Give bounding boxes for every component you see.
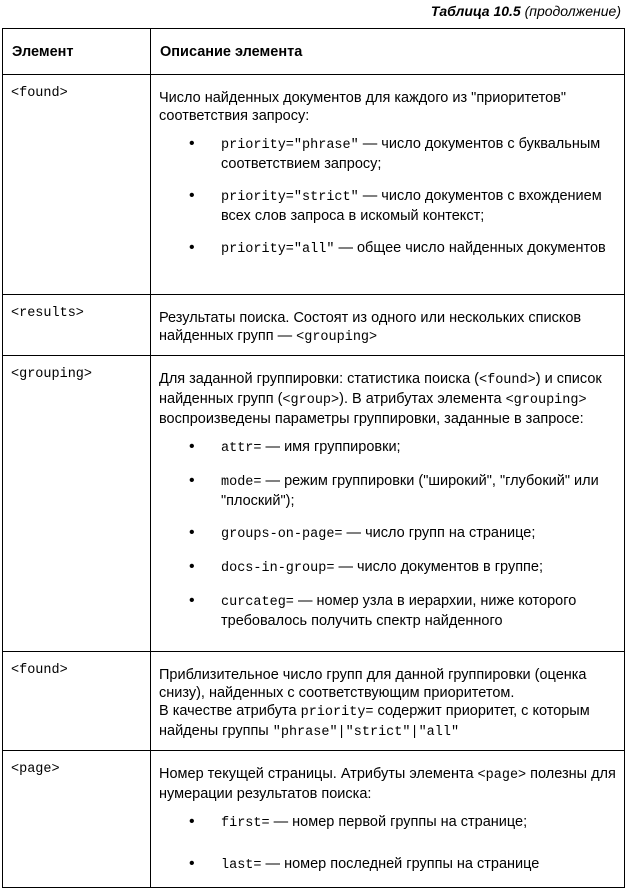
header-description: Описание элемента (151, 29, 625, 75)
table-row (3, 751, 625, 888)
desc-span: полезны для нумерации результатов поиска: (159, 766, 616, 802)
description-cell (151, 75, 625, 295)
list-item (159, 187, 616, 225)
description-cell (151, 652, 625, 751)
list-item (159, 592, 616, 630)
desc-span: воспроизведены параметры группировки, заданные в запросе: (159, 411, 584, 427)
code-span: priority= (300, 705, 374, 720)
item-text: — число документов в группе; (334, 559, 544, 575)
table-row (3, 295, 625, 356)
bullet-icon: • (189, 187, 195, 204)
attr-code: priority="phrase" (221, 138, 359, 153)
attr-code: curcateg= (221, 595, 294, 610)
attr-code: attr= (221, 441, 262, 456)
attr-code: first= (221, 816, 270, 831)
bullet-icon: • (189, 438, 195, 455)
element-cell: <results> (3, 295, 151, 356)
description-cell (151, 356, 625, 652)
list-item (159, 472, 616, 510)
item-text: — номер первой группы на странице; (269, 814, 528, 830)
bullet-list (159, 135, 616, 259)
description-text (159, 702, 616, 742)
description-text (159, 765, 616, 803)
element-cell: <page> (3, 751, 151, 888)
description-text (159, 309, 616, 347)
item-text: — режим группировки ("широкий", "глубокий" или "плоский"); (221, 473, 599, 509)
bullet-icon: • (189, 592, 195, 609)
description-cell (151, 751, 625, 888)
desc-span: Результаты поиска. Состоят из одного или нескольких списков найденных групп — (159, 310, 582, 344)
desc-span: ). В атрибутах элемента (339, 391, 506, 407)
attr-code: groups-on-page= (221, 527, 343, 542)
list-item (159, 239, 616, 259)
item-text: — номер узла в иерархии, ниже которого требовалось получить спектр найденного (221, 593, 577, 629)
description-text: Число найденных документов для каждого из "приоритетов" соответствия запросу: (159, 90, 567, 124)
table-row (3, 356, 625, 652)
code-span: "phrase"|"strict"|"all" (272, 725, 460, 740)
bullet-icon: • (189, 558, 195, 575)
list-item (159, 813, 616, 833)
attr-code: docs-in-group= (221, 561, 335, 576)
attr-code: mode= (221, 475, 262, 490)
list-item (159, 438, 616, 458)
table-row (3, 652, 625, 751)
list-item (159, 855, 616, 875)
desc-span: В качестве атрибута (159, 703, 301, 719)
element-cell: <found> (3, 75, 151, 295)
list-item (159, 524, 616, 544)
caption-continued: (продолжение) (520, 3, 621, 19)
header-element: Элемент (3, 29, 151, 75)
table-header-row (3, 29, 625, 75)
description-text (159, 370, 616, 428)
code-span: <grouping> (505, 393, 587, 408)
bullet-icon: • (189, 855, 195, 872)
desc-span: Номер текущей страницы. Атрибуты элемента (159, 766, 478, 782)
attr-code: priority="strict" (221, 190, 359, 205)
elements-table (2, 28, 625, 888)
table-caption (431, 0, 621, 22)
list-item (159, 135, 616, 173)
bullet-list (159, 813, 616, 875)
item-text: — имя группировки; (261, 439, 401, 455)
code-span: <found> (479, 373, 536, 388)
desc-span: ) и список найденных групп ( (159, 371, 602, 407)
bullet-icon: • (189, 524, 195, 541)
list-item (159, 558, 616, 578)
bullet-icon: • (189, 239, 195, 256)
description-cell (151, 295, 625, 356)
item-text: — число документов с вхождением всех слов запроса в искомый контекст; (221, 188, 602, 224)
bullet-icon: • (189, 472, 195, 489)
element-cell: <grouping> (3, 356, 151, 652)
item-text: — число групп на странице; (342, 525, 536, 541)
desc-span: Для заданной группировки: статистика поиска ( (159, 371, 479, 387)
code-span: <group> (282, 393, 340, 408)
item-text: — номер последней группы на странице (261, 856, 540, 872)
caption-number: Таблица 10.5 (430, 3, 521, 19)
item-text: — число документов с буквальным соответствием запросу; (221, 136, 601, 172)
attr-code: priority="all" (221, 242, 335, 257)
element-cell: <found> (3, 652, 151, 751)
code-span: <page> (477, 768, 527, 783)
bullet-icon: • (189, 135, 195, 152)
attr-code: last= (221, 858, 262, 873)
bullet-list (159, 438, 616, 630)
description-text: Приблизительное число групп для данной группировки (оценка снизу), найденных с соответствующим приоритетом. (159, 667, 587, 701)
desc-span: содержит приоритет, с которым найдены группы (159, 703, 590, 739)
code-span: <grouping> (296, 330, 378, 345)
item-text: — общее число найденных документов (334, 240, 606, 256)
bullet-icon: • (189, 813, 195, 830)
table-row (3, 75, 625, 295)
